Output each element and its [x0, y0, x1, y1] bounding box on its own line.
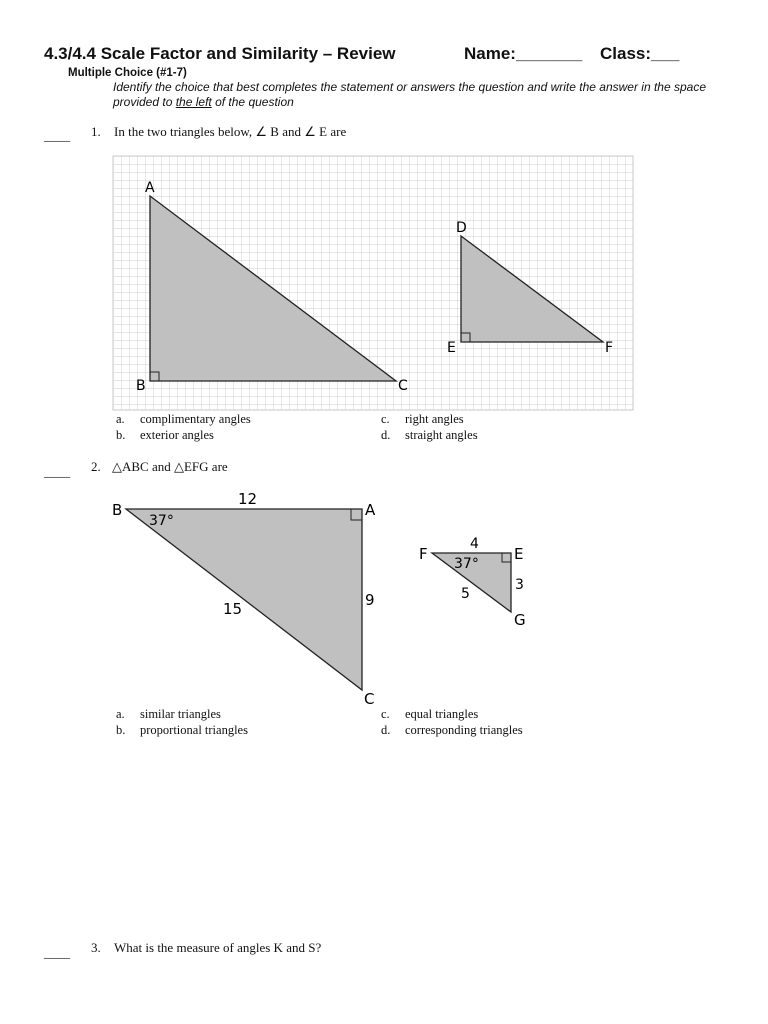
vertex-label-f: F — [605, 340, 614, 356]
vertex-label-c: C — [398, 378, 408, 394]
vertex-label-e: E — [447, 340, 456, 356]
option-2c[interactable]: c. equal triangles — [381, 707, 479, 721]
side-label-eg: 3 — [515, 577, 524, 593]
answer-blank-q3[interactable]: ____ — [44, 945, 70, 960]
vertex-label-a: A — [145, 180, 155, 196]
question-number-2: 2. — [91, 459, 101, 474]
question-number-3: 3. — [91, 940, 101, 955]
figure-q2-triangles — [0, 480, 768, 708]
option-1d[interactable]: d. straight angles — [381, 428, 478, 442]
name-field-label: Name:_______ — [464, 44, 583, 63]
section-label: Multiple Choice (#1-7) — [68, 67, 187, 79]
option-1b[interactable]: b. exterior angles — [116, 428, 214, 442]
question-number-1: 1. — [91, 124, 101, 139]
instructions-text-end: of the question — [211, 95, 294, 109]
vertex-label-a2: A — [365, 501, 376, 519]
figure-q1-grid-triangles — [0, 0, 768, 420]
angle-label-f: 37° — [454, 556, 479, 572]
page-title: 4.3/4.4 Scale Factor and Similarity – Review — [44, 44, 396, 63]
vertex-label-b2: B — [112, 501, 123, 519]
option-1a[interactable]: a. complimentary angles — [116, 412, 251, 426]
angle-label-b: 37° — [149, 513, 174, 529]
vertex-label-b: B — [136, 378, 146, 394]
question-text-1: In the two triangles below, ∠ B and ∠ E are — [114, 124, 347, 139]
instructions-underlined: the left — [175, 95, 212, 109]
option-2d[interactable]: d. corresponding triangles — [381, 723, 523, 737]
side-label-ba: 12 — [238, 490, 258, 508]
vertex-label-e2: E — [514, 545, 524, 563]
answer-blank-q1[interactable]: ____ — [44, 128, 70, 143]
side-label-fe: 4 — [470, 536, 479, 552]
vertex-label-d: D — [456, 220, 467, 236]
vertex-label-g2: G — [514, 611, 526, 629]
question-text-2: △ABC and △EFG are — [112, 459, 228, 474]
option-1c[interactable]: c. right angles — [381, 412, 464, 426]
side-label-ac: 9 — [365, 591, 375, 609]
side-label-bc: 15 — [223, 600, 243, 618]
option-2b[interactable]: b. proportional triangles — [116, 723, 248, 737]
class-field-label: Class:___ — [600, 44, 680, 63]
triangle-bac — [126, 509, 362, 690]
vertex-label-c2: C — [364, 690, 375, 708]
vertex-label-f2: F — [419, 545, 428, 563]
instructions-text: Identify the choice that best completes the statement or answers the question and write the answer in the space provided to — [113, 80, 707, 109]
answer-blank-q2[interactable]: ____ — [44, 464, 70, 479]
side-label-fg: 5 — [461, 586, 470, 602]
question-text-3: What is the measure of angles K and S? — [114, 940, 322, 955]
option-2a[interactable]: a. similar triangles — [116, 707, 221, 721]
